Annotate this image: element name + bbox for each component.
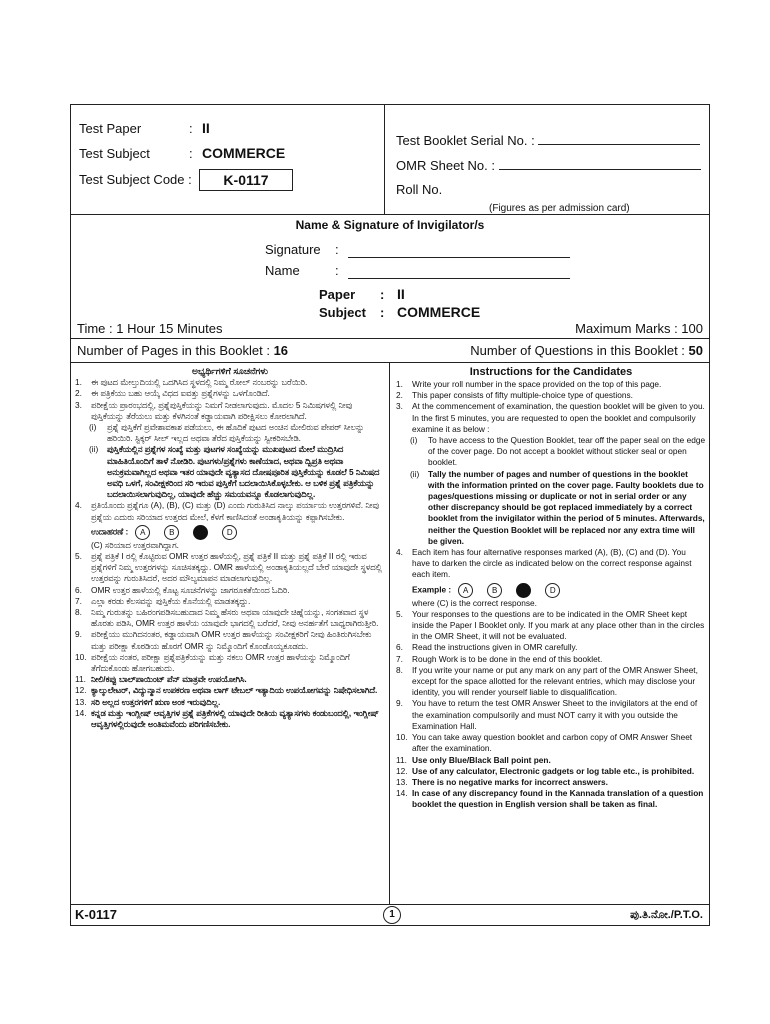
instruction-text: In case of any discrepancy found in the Kannada translation of a question booklet the question in English version shall be taken as final.	[412, 788, 704, 810]
example-label: Example :	[412, 584, 452, 595]
option-b-circle: B	[487, 583, 502, 598]
instruction-item	[396, 788, 706, 810]
instruction-number: 6.	[75, 584, 82, 595]
instruction-item	[396, 732, 706, 754]
instruction-text: Rough Work is to be done in the end of this booklet.	[412, 653, 603, 664]
option-b-circle: B	[164, 525, 179, 540]
omr-sheet-blank	[499, 157, 701, 170]
instruction-item	[75, 674, 385, 685]
option-a-circle: A	[135, 525, 150, 540]
instruction-number: 9.	[75, 629, 82, 640]
booklet-serial-label: Test Booklet Serial No. :	[396, 133, 535, 148]
instruction-number: 14.	[396, 788, 408, 799]
instruction-item	[75, 685, 385, 696]
instruction-item	[75, 551, 385, 585]
pages-label: Number of Pages in this Booklet :	[77, 343, 270, 358]
booklet-serial-blank	[538, 132, 700, 145]
option-d-circle: D	[222, 525, 237, 540]
instruction-text: ಎಲ್ಲಾ ಕರಡು ಕೆಲಸವನ್ನು ಪುಸ್ತಿಕೆಯ ಕೊನೆಯಲ್ಲಿ ಮಾಡತಕ್ಕದ್ದು.	[91, 595, 251, 606]
test-paper-value: II	[202, 120, 210, 136]
instruction-item	[75, 629, 385, 651]
example-note: (C) ಸರಿಯಾದ ಉತ್ತರವಾಗಿದ್ದಾಗ.	[91, 539, 179, 550]
instructions-english	[396, 365, 706, 811]
signature-label: Signature	[265, 242, 321, 257]
option-c-filled-circle	[516, 583, 531, 598]
instruction-text: If you write your name or put any mark on any part of the OMR Answer Sheet, except for the space allotted for the relevant entries, which may disclose your identity, you will render yourself liable to disqualification.	[412, 664, 698, 698]
instruction-number: 1.	[75, 377, 82, 388]
instruction-number: (ii)	[89, 444, 99, 455]
instruction-text: ಪುಸ್ತಿಕೆಯಲ್ಲಿನ ಪ್ರಶ್ನೆಗಳ ಸಂಖ್ಯೆ ಮತ್ತು ಪುಟಗಳ ಸಂಖ್ಯೆಯನ್ನು ಮುಖಪುಟದ ಮೇಲೆ ಮುದ್ರಿಸಿದ ಮಾಹಿತಿಯೊಂದಿಗೆ ತಾಳೆ ನೋಡಿರಿ. ಪುಟಗಳು/ಪ್ರಶ್ನೆಗಳು ಕಾಣೆಯಾದ, ಅಥವಾ ದ್ವಿಪ್ರತಿ ಅಥವಾ ಅನುಕ್ರಮವಾಗಿಲ್ಲದ ಅಥವಾ ಇತರ ಯಾವುದೇ ವ್ಯತ್ಯಾಸದ ದೋಷಪೂರಿತ ಪುಸ್ತಿಕೆಯನ್ನು ಕೂಡಲೆ 5 ನಿಮಿಷದ ಅವಧಿ ಒಳಗೆ, ಸಂವೀಕ್ಷಕರಿಂದ ಸರಿ ಇರುವ ಪುಸ್ತಿಕೆಗೆ ಬದಲಾಯಿಸಿಕೊಳ್ಳಬೇಕು. ಆ ಬಳಿಕ ಪ್ರಶ್ನೆ ಪತ್ರಿಕೆಯನ್ನು ಬದಲಾಯಿಸಲಾಗುವುದಿಲ್ಲ, ಯಾವುದೇ ಹೆಚ್ಚು ಸಮಯವನ್ನೂ ಕೊಡಲಾಗುವುದಿಲ್ಲ.	[107, 444, 380, 500]
instruction-item	[396, 777, 706, 788]
time-text: Time : 1 Hour 15 Minutes	[77, 321, 223, 336]
instruction-text: Use only Blue/Black Ball point pen.	[412, 754, 551, 765]
instruction-item	[396, 665, 706, 699]
name-blank	[348, 266, 570, 279]
time-rule	[71, 338, 709, 339]
roll-note: (Figures as per admission card)	[489, 203, 630, 214]
instruction-number: 5.	[75, 551, 82, 562]
test-subject-code-label: Test Subject Code :	[79, 172, 192, 187]
example-row	[396, 583, 706, 598]
instruction-item	[396, 609, 706, 643]
invigilator-title: Name & Signature of Invigilator/s	[295, 218, 485, 232]
instruction-number: 4.	[396, 547, 403, 558]
pages-value: 16	[273, 343, 289, 358]
instruction-text: ಕನ್ನಡ ಮತ್ತು ಇಂಗ್ಲೀಷ್ ಆವೃತ್ತಿಗಳ ಪ್ರಶ್ನೆ ಪತ್ರಿಕೆಗಳಲ್ಲಿ ಯಾವುದೇ ರೀತಿಯ ವ್ಯತ್ಯಾಸಗಳು ಕಂಡುಬಂದಲ್ಲಿ, ಇಂಗ್ಲೀಷ್ ಆವೃತ್ತಿಗಳಲ್ಲಿರುವುದೇ ಅಂತಿಮವೆಂದು ಪರಿಗಣಿಸಬೇಕು.	[91, 707, 379, 730]
colon: :	[335, 263, 339, 278]
instruction-item	[396, 766, 706, 777]
colon: :	[189, 121, 193, 136]
instruction-number: 2.	[396, 390, 403, 401]
instruction-text: Use of any calculator, Electronic gadgets or log table etc., is prohibited.	[412, 765, 695, 776]
instruction-text: Each item has four alternative responses marked (A), (B), (C) and (D). You have to darken the circle as indicated below on the correct response against each item.	[412, 547, 692, 580]
booklet-serial-field	[396, 132, 700, 148]
instruction-item	[75, 388, 385, 399]
max-marks-text: Maximum Marks : 100	[575, 321, 703, 336]
instruction-number: 12.	[75, 685, 87, 696]
omr-sheet-label: OMR Sheet No. :	[396, 158, 495, 173]
instruction-item	[75, 652, 385, 674]
instruction-item	[75, 500, 385, 522]
instruction-number: 7.	[75, 595, 82, 606]
test-subject-code-box: K-0117	[199, 169, 293, 191]
instruction-item	[75, 596, 385, 607]
page-number: 1	[383, 906, 401, 924]
instruction-number: 11.	[396, 754, 407, 765]
instruction-number: 10.	[396, 732, 408, 743]
instruction-text: This paper consists of fifty multiple-choice type of questions.	[412, 390, 633, 401]
questions-value: 50	[688, 343, 703, 358]
instruction-text: ಕ್ಯಾಲ್ಕುಲೇಟರ್, ವಿದ್ಯುನ್ಮಾನ ಉಪಕರಣ ಅಥವಾ ಲಾಗ್ ಟೇಬಲ್ ಇತ್ಯಾದಿಯ ಉಪಯೋಗವನ್ನು ನಿಷೇಧಿಸಲಾಗಿದೆ.	[91, 685, 378, 696]
instruction-text: ಈ ಪತ್ರಿಕೆಯು ಬಹು ಆಯ್ಕೆ ವಿಧದ ಐವತ್ತು ಪ್ರಶ್ನೆಗಳನ್ನು ಒಳಗೊಂಡಿದೆ.	[91, 388, 270, 399]
option-c-filled-circle	[193, 525, 208, 540]
instruction-item	[396, 390, 706, 401]
instructions-kannada-title: ಅಭ್ಯರ್ಥಿಗಳಿಗೆ ಸೂಚನೆಗಳು	[192, 366, 268, 376]
question-booklet-cover	[70, 104, 710, 926]
instruction-text: ಪ್ರತಿಯೊಂದು ಪ್ರಶ್ನೆಗೂ (A), (B), (C) ಮತ್ತು (D) ಎಂದು ಗುರುತಿಸಿದ ನಾಲ್ಕು ಪರ್ಯಾಯ ಉತ್ತರಗಳಿವೆ. ನೀವು ಪ್ರಶ್ನೆಯ ಎದುರು ಸರಿಯಾದ ಉತ್ತರದ ಮೇಲೆ, ಕೆಳಗೆ ಕಾಣಿಸಿದಂತೆ ಅಂಡಾಕೃತಿಯನ್ನು ಕಪ್ಪಾಗಿಸಬೇಕು.	[91, 500, 380, 522]
instruction-number: 1.	[396, 379, 403, 389]
questions-field	[470, 343, 703, 358]
instruction-item	[75, 585, 385, 596]
instructions-english-title: Instructions for the Candidates	[469, 366, 633, 378]
example-note: where (C) is the correct response.	[412, 597, 537, 608]
instruction-text: You can take away question booklet and carbon copy of OMR Answer Sheet after the examination.	[412, 732, 693, 754]
signature-blank	[348, 245, 570, 258]
count-rule	[71, 362, 709, 363]
instruction-text: To have access to the Question Booklet, tear off the paper seal on the edge of the cover page. Do not accept a booklet without sticker seal or open booklet.	[428, 435, 706, 468]
instruction-item	[396, 469, 706, 547]
instruction-text: ಪರೀಕ್ಷೆಯು ಮುಗಿದನಂತರ, ಕಡ್ಡಾಯವಾಗಿ OMR ಉತ್ತರ ಹಾಳೆಯನ್ನು ಸಂವೀಕ್ಷಕರಿಗೆ ನೀವು ಹಿಂತಿರುಗಿಸಬೇಕು ಮತ್ತು ಪರೀಕ್ಷಾ ಕೊಠಡಿಯ ಹೊರಗೆ OMR ನ್ನು ನಿಮ್ಮೊಂದಿಗೆ ಕೊಂಡೊಯ್ಯಕೂಡದು.	[91, 629, 372, 651]
instruction-text: Tally the number of pages and number of questions in the booklet with the information printed on the cover page. Faulty booklets due to pages/questions missing or duplicate or not in serial order or any other discrepancy should be got replaced immediately by a correct booklet from the invigilator within the period of 5 minutes. Afterwards, neither the Question Booklet will be replaced nor any extra time will be given.	[428, 468, 705, 546]
pto-text: ಪು.ತಿ.ನೋ./P.T.O.	[630, 909, 703, 921]
footer-code: K-0117	[75, 907, 117, 922]
paper-value: II	[397, 286, 405, 302]
colon: :	[189, 146, 193, 161]
header-divider	[384, 105, 385, 214]
test-paper-label: Test Paper	[79, 121, 142, 136]
test-subject-label: Test Subject	[79, 146, 150, 161]
instruction-item	[396, 401, 706, 435]
instruction-item	[75, 377, 385, 388]
instruction-text: Read the instructions given in OMR carefully.	[412, 642, 578, 653]
instruction-item	[75, 697, 385, 708]
instruction-text: ನೀಲಿ/ಕಪ್ಪು ಬಾಲ್‌ಪಾಯಿಂಟ್ ಪೆನ್ ಮಾತ್ರವೇ ಉಪಯೋಗಿಸಿ.	[91, 674, 247, 685]
example-label: ಉದಾಹರಣೆ :	[91, 526, 129, 537]
instruction-item	[75, 400, 385, 422]
name-label: Name	[265, 263, 300, 278]
subject-label: Subject	[319, 305, 366, 320]
instruction-number: 3.	[75, 399, 82, 410]
instruction-item	[396, 654, 706, 665]
instruction-number: 9.	[396, 698, 403, 709]
column-divider	[389, 362, 390, 904]
instruction-text: ಈ ಪುಟದ ಮೇಲ್ತುದಿಯಲ್ಲಿ ಒದಗಿಸಿದ ಸ್ಥಳದಲ್ಲಿ ನಿಮ್ಮ ರೋಲ್ ನಂಬರನ್ನು ಬರೆಯಿರಿ.	[91, 377, 308, 388]
instruction-item	[75, 708, 385, 730]
instruction-number: 13.	[75, 696, 87, 707]
instruction-number: 12.	[396, 765, 408, 776]
instruction-number: (ii)	[410, 468, 420, 479]
instruction-number: 7.	[396, 653, 403, 664]
option-a-circle: A	[458, 583, 473, 598]
paper-label: Paper	[319, 287, 356, 302]
instruction-item	[75, 422, 385, 444]
instruction-number: 8.	[396, 664, 403, 675]
instruction-item	[396, 698, 706, 732]
instruction-number: 8.	[75, 607, 82, 618]
footer-rule	[71, 904, 709, 905]
instruction-number: 13.	[396, 776, 408, 787]
colon: :	[380, 287, 385, 302]
instruction-text: ಪ್ರಶ್ನೆ ಪತ್ರಿಕೆ I ರಲ್ಲಿ ಕೊಟ್ಟಿರುವ OMR ಉತ್ತರ ಹಾಳೆಯಲ್ಲಿ, ಪ್ರಶ್ನೆ ಪತ್ರಿಕೆ II ಮತ್ತು ಪ್ರಶ್ನೆ ಪತ್ರಿಕೆ II ರಲ್ಲಿ ಇರುವ ಪ್ರಶ್ನೆಗಳಿಗೆ ನಿಮ್ಮ ಉತ್ತರಗಳನ್ನು ಸೂಚಿಸತಕ್ಕದ್ದು. OMR ಹಾಳೆಯಲ್ಲಿ ಅಂಡಾಕೃತಿಯಲ್ಲದೆ ಬೇರೆ ಯಾವುದೇ ಸ್ಥಳದಲ್ಲಿ ಉತ್ತರವನ್ನು ಗುರುತಿಸಿದರೆ, ಅದರ ಮೌಲ್ಯಮಾಪನ ಮಾಡಲಾಗುವುದಿಲ್ಲ.	[91, 551, 382, 584]
instruction-text: ಪರೀಕ್ಷೆಯ ನಂತರ, ಪರೀಕ್ಷಾ ಪ್ರಶ್ನೆಪತ್ರಿಕೆಯನ್ನು ಮತ್ತು ನಕಲು OMR ಉತ್ತರ ಹಾಳೆಯನ್ನು ನಿಮ್ಮೊಂದಿಗೆ ತೆಗೆದುಕೊಂಡು ಹೋಗಬಹುದು.	[91, 651, 350, 674]
instructions-kannada	[75, 366, 385, 730]
colon: :	[335, 242, 339, 257]
instruction-item	[396, 642, 706, 653]
instruction-number: 10.	[75, 651, 87, 662]
instruction-text: Your responses to the questions are to be indicated in the OMR Sheet kept inside the Paper I Booklet only. If you mark at any place other than in the circles in the OMR Sheet, it will not be evaluated.	[412, 608, 705, 642]
instruction-item	[396, 755, 706, 766]
instruction-number: 2.	[75, 388, 82, 399]
instruction-number: (i)	[89, 422, 97, 433]
instruction-number: 4.	[75, 500, 82, 511]
header-rule	[71, 214, 709, 215]
instruction-text: OMR ಉತ್ತರ ಹಾಳೆಯಲ್ಲಿ ಕೊಟ್ಟ ಸೂಚನೆಗಳನ್ನು ಜಾಗರೂಕತೆಯಿಂದ ಓದಿರಿ.	[91, 584, 290, 595]
example-row	[75, 525, 385, 540]
pages-field	[77, 343, 288, 358]
instruction-text: Write your roll number in the space provided on the top of this page.	[412, 379, 662, 389]
instruction-text: ನಿಮ್ಮ ಗುರುತನ್ನು ಬಹಿರಂಗಪಡಿಸಬಹುದಾದ ನಿಮ್ಮ ಹೆಸರು ಅಥವಾ ಯಾವುದೇ ಚಿಹ್ನೆಯನ್ನು, ಸಂಗತವಾದ ಸ್ಥಳ ಹೊರತು ಪಡಿಸಿ, OMR ಉತ್ತರ ಹಾಳೆಯ ಯಾವುದೇ ಭಾಗದಲ್ಲಿ ಬರೆದರೆ, ನೀವು ಅನರ್ಹತೆಗೆ ಬಾಧ್ಯರಾಗಿರುತ್ತೀರಿ.	[91, 607, 379, 629]
instruction-item	[75, 444, 385, 500]
instruction-text: There is no negative marks for incorrect answers.	[412, 776, 608, 787]
instruction-text: You have to return the test OMR Answer Sheet to the invigilators at the end of the examination compulsorily and must NOT carry it with you outside the Examination Hall.	[412, 698, 698, 731]
instruction-number: 11.	[75, 674, 86, 685]
instruction-item	[396, 547, 706, 581]
instruction-item	[396, 435, 706, 469]
option-d-circle: D	[545, 583, 560, 598]
instruction-number: 6.	[396, 642, 403, 653]
instruction-text: ಸರಿ ಅಲ್ಲದ ಉತ್ತರಗಳಿಗೆ ಋಣ ಅಂಕ ಇರುವುದಿಲ್ಲ.	[91, 696, 221, 707]
instruction-text: ಪ್ರಶ್ನೆ ಪುಸ್ತಿಕೆಗೆ ಪ್ರವೇಶಾವಕಾಶ ಪಡೆಯಲು, ಈ ಹೊದಿಕೆ ಪುಟದ ಅಂಚಿನ ಮೇಲಿರುವ ಪೇಪರ್ ಸೀಲನ್ನು ಹರಿಯಿರಿ. ಸ್ಟಿಕ್ಕರ್ ಸೀಲ್ ಇಲ್ಲದ ಅಥವಾ ತೆರೆದ ಪುಸ್ತಿಕೆಯನ್ನು ಸ್ವೀಕರಿಸಬೇಡಿ.	[107, 422, 365, 444]
instruction-text: ಪರೀಕ್ಷೆಯ ಪ್ರಾರಂಭದಲ್ಲಿ, ಪ್ರಶ್ನೆಪುಸ್ತಿಕೆಯನ್ನು ನಿಮಗೆ ನೀಡಲಾಗುವುದು. ಮೊದಲ 5 ನಿಮಿಷಗಳಲ್ಲಿ ನೀವು ಪುಸ್ತಿಕೆಯನ್ನು ತೆರೆಯಲು ಮತ್ತು ಕೆಳಗಿನಂತೆ ಕಡ್ಡಾಯವಾಗಿ ಪರೀಕ್ಷಿಸಲು ಕೋರಲಾಗಿದೆ.	[91, 399, 353, 421]
instruction-item	[75, 607, 385, 629]
instruction-number: 14.	[75, 707, 87, 718]
subject-value: COMMERCE	[397, 304, 481, 320]
roll-no-label: Roll No.	[396, 182, 443, 197]
colon: :	[380, 305, 385, 320]
instruction-item	[396, 379, 706, 390]
instruction-number: 5.	[396, 608, 403, 619]
instruction-number: (i)	[410, 435, 418, 446]
omr-sheet-field	[396, 157, 701, 173]
test-subject-value: COMMERCE	[202, 145, 286, 161]
questions-label: Number of Questions in this Booklet :	[470, 343, 685, 358]
instruction-text: At the commencement of examination, the question booklet will be given to you. In the first 5 minutes, you are requested to open the booklet and compulsorily examine it as below :	[412, 401, 705, 434]
instruction-number: 3.	[396, 401, 403, 412]
